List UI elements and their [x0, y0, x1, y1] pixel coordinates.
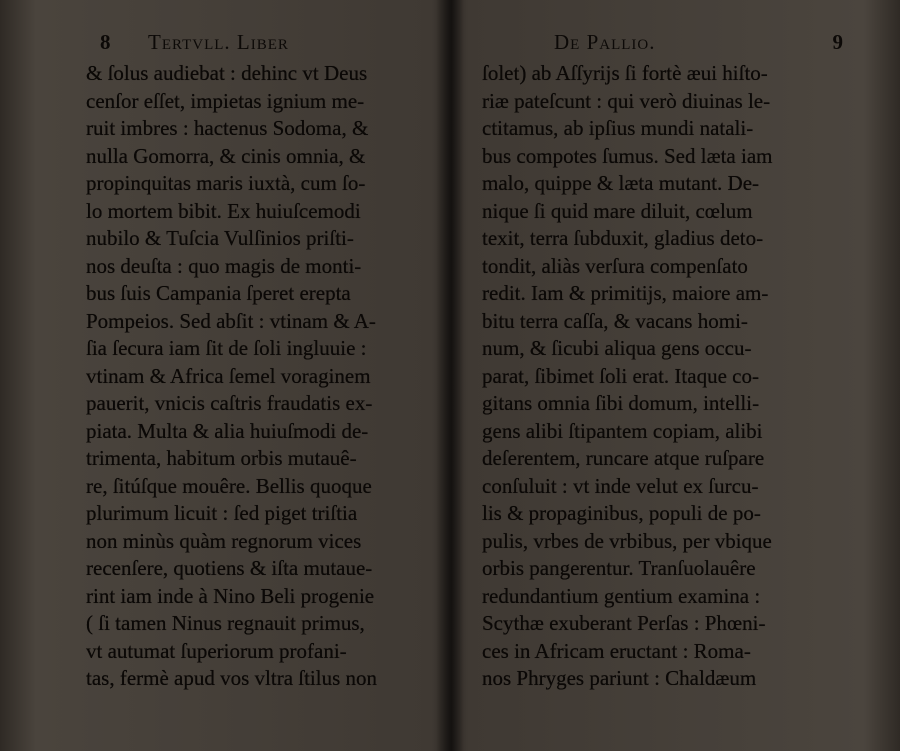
text-line: non minùs quàm regnorum vices [86, 528, 362, 553]
text-line: ſolet) ab Aſſyrijs ſi fortè æui hiſto- [482, 61, 768, 85]
text-line: parat, ſibimet ſoli erat. Itaque co- [482, 363, 759, 388]
text-line: nulla Gomorra, & cinis omnia, & [86, 143, 366, 168]
right-running-head [544, 30, 844, 56]
right-page [452, 0, 900, 751]
text-line: bus compotes ſumus. Sed læta iam [482, 143, 773, 168]
text-line: & ſolus audiebat : dehinc vt Deus [86, 61, 368, 85]
text-line: vtinam & Africa ſemel voraginem [86, 363, 371, 388]
text-line: orbis pangerentur. Tranſuolauêre [482, 556, 756, 580]
text-line: lo mortem bibit. Ex huiuſcemodi [86, 198, 361, 223]
text-line: bus ſuis Campania ſperet erepta [86, 281, 351, 305]
text-line: nique ſi quid mare diluit, cœlum [482, 198, 753, 223]
text-line: gitans omnia ſibi domum, intelli- [482, 391, 760, 415]
text-line: nos Phryges pariunt : Chaldæum [482, 666, 757, 690]
text-line: piata. Multa & alia huiuſmodi de- [86, 418, 369, 443]
text-line: recenſere, quotiens & iſta mutaue- [86, 556, 373, 580]
text-line: trimenta, habitum orbis mutauê- [86, 446, 357, 470]
text-line: riæ pateſcunt : qui verò diuinas le- [482, 88, 771, 113]
text-line: plurimum licuit : ſed piget triſtia [86, 501, 358, 525]
left-text-block [86, 60, 436, 693]
text-line: nos deuſta : quo magis de monti- [86, 253, 362, 278]
text-line: cenſor eſſet, impietas ignium me- [86, 88, 365, 113]
text-line: malo, quippe & læta mutant. De- [482, 171, 760, 195]
text-line: redit. Iam & primitijs, maiore am- [482, 281, 769, 305]
text-line: ces in Africam eructant : Roma- [482, 638, 751, 663]
text-line: bitu terra caſſa, & vacans homi- [482, 308, 748, 333]
left-folio: 8 [100, 30, 112, 54]
right-folio: 9 [832, 30, 844, 54]
text-line: num, & ſicubi aliqua gens occu- [482, 336, 752, 360]
text-line: re, ſitúſque mouêre. Bellis quoque [86, 473, 372, 498]
text-line: ſia ſecura iam ſit de ſoli ingluuie : [86, 336, 367, 360]
text-line: tondit, aliàs verſura compenſato [482, 253, 748, 278]
left-running-head [100, 30, 400, 56]
right-head-title: De Pallio. [554, 30, 656, 54]
text-line: gens alibi ſtipantem copiam, alibi [482, 418, 763, 443]
text-line: nubilo & Tuſcia Vulſinios priſti- [86, 226, 354, 250]
right-text-block [482, 60, 832, 693]
text-line: ruit imbres : hactenus Sodoma, & [86, 116, 369, 140]
text-line: lis & propaginibus, populi de po- [482, 501, 761, 525]
text-line: propinquitas maris iuxtà, cum ſo- [86, 171, 366, 195]
text-line: pauerit, vnicis caſtris fraudatis ex- [86, 391, 373, 415]
text-line: Scythæ exuberant Perſas : Phœni- [482, 611, 766, 635]
text-line: vt autumat ſuperiorum profani- [86, 638, 347, 663]
text-line: redundantium gentium examina : [482, 583, 761, 608]
text-line: Pompeios. Sed abſit : vtinam & A- [86, 308, 376, 333]
text-line: ctitamus, ab ipſius mundi natali- [482, 116, 754, 140]
left-head-title: Tertvll. Liber [148, 30, 289, 54]
left-page [0, 0, 448, 751]
text-line: tas, fermè apud vos vltra ſtilus non [86, 666, 378, 690]
text-line: deſerentem, runcare atque ruſpare [482, 446, 765, 470]
text-line: ( ſi tamen Ninus regnauit primus, [86, 611, 365, 635]
text-line: texit, terra ſubduxit, gladius deto- [482, 226, 764, 250]
text-line: conſuluit : vt inde velut ex ſurcu- [482, 473, 759, 498]
text-line: rint iam inde à Nino Beli progenie [86, 583, 375, 608]
text-line: pulis, vrbes de vrbibus, per vbique [482, 528, 772, 553]
